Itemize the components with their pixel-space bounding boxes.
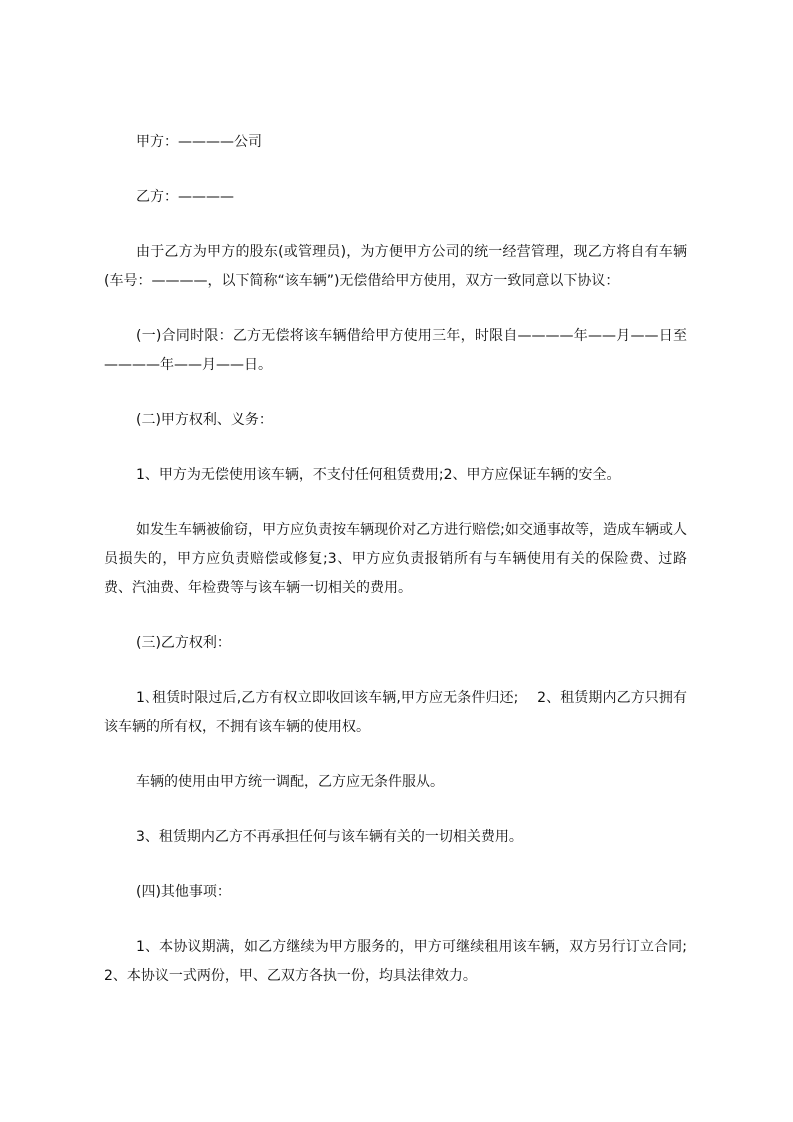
party-b-line: 乙方：———— (136, 189, 234, 205)
section-2-item-1-2: 1、甲方为无偿使用该车辆，不支付任何租赁费用;2、甲方应保证车辆的安全。 (136, 467, 621, 483)
section-4-items: 1、本协议期满，如乙方继续为甲方服务的，甲方可继续租用该车辆，双方另行订立合同;2、本协议一式两份，甲、乙双方各执一份，均具法律效力。 (104, 939, 687, 984)
section-3-items: 1､租赁时限过后,乙方有权立即收回该车辆,甲方应无条件归还; 2、租赁期内乙方只拥有该车辆的所有权，不拥有该车辆的使用权。 (104, 690, 687, 735)
section-3-item-3: 3、租赁期内乙方不再承担任何与该车辆有关的一切相关费用。 (136, 829, 523, 845)
section-3-heading: (三)乙方权利： (136, 635, 231, 651)
preamble-paragraph: 由于乙方为甲方的股东(或管理员)，为方便甲方公司的统一经营管理，现乙方将自有车辆(车号：————，以下简称“该车辆”)无偿借给甲方使用，双方一致同意以下协议： (104, 244, 687, 289)
section-2-item-3: 如发生车辆被偷窃，甲方应负责按车辆现价对乙方进行赔偿;如交通事故等，造成车辆或人员损失的，甲方应负责赔偿或修复;3、甲方应负责报销所有与车辆使用有关的保险费、过路费、汽油费、年检费等与该车辆一切相关的费用。 (104, 522, 687, 596)
party-a-line: 甲方：————公司 (136, 134, 262, 150)
section-2-heading: (二)甲方权利、义务： (136, 412, 273, 428)
document-body (104, 128, 687, 1017)
section-3-usage-note: 车辆的使用由甲方统一调配，乙方应无条件服从。 (136, 774, 444, 790)
section-4-heading: (四)其他事项： (136, 884, 231, 900)
section-1-term: (一)合同时限：乙方无偿将该车辆借给甲方使用三年，时限自————年——月——日至————年——月——日。 (104, 328, 687, 373)
